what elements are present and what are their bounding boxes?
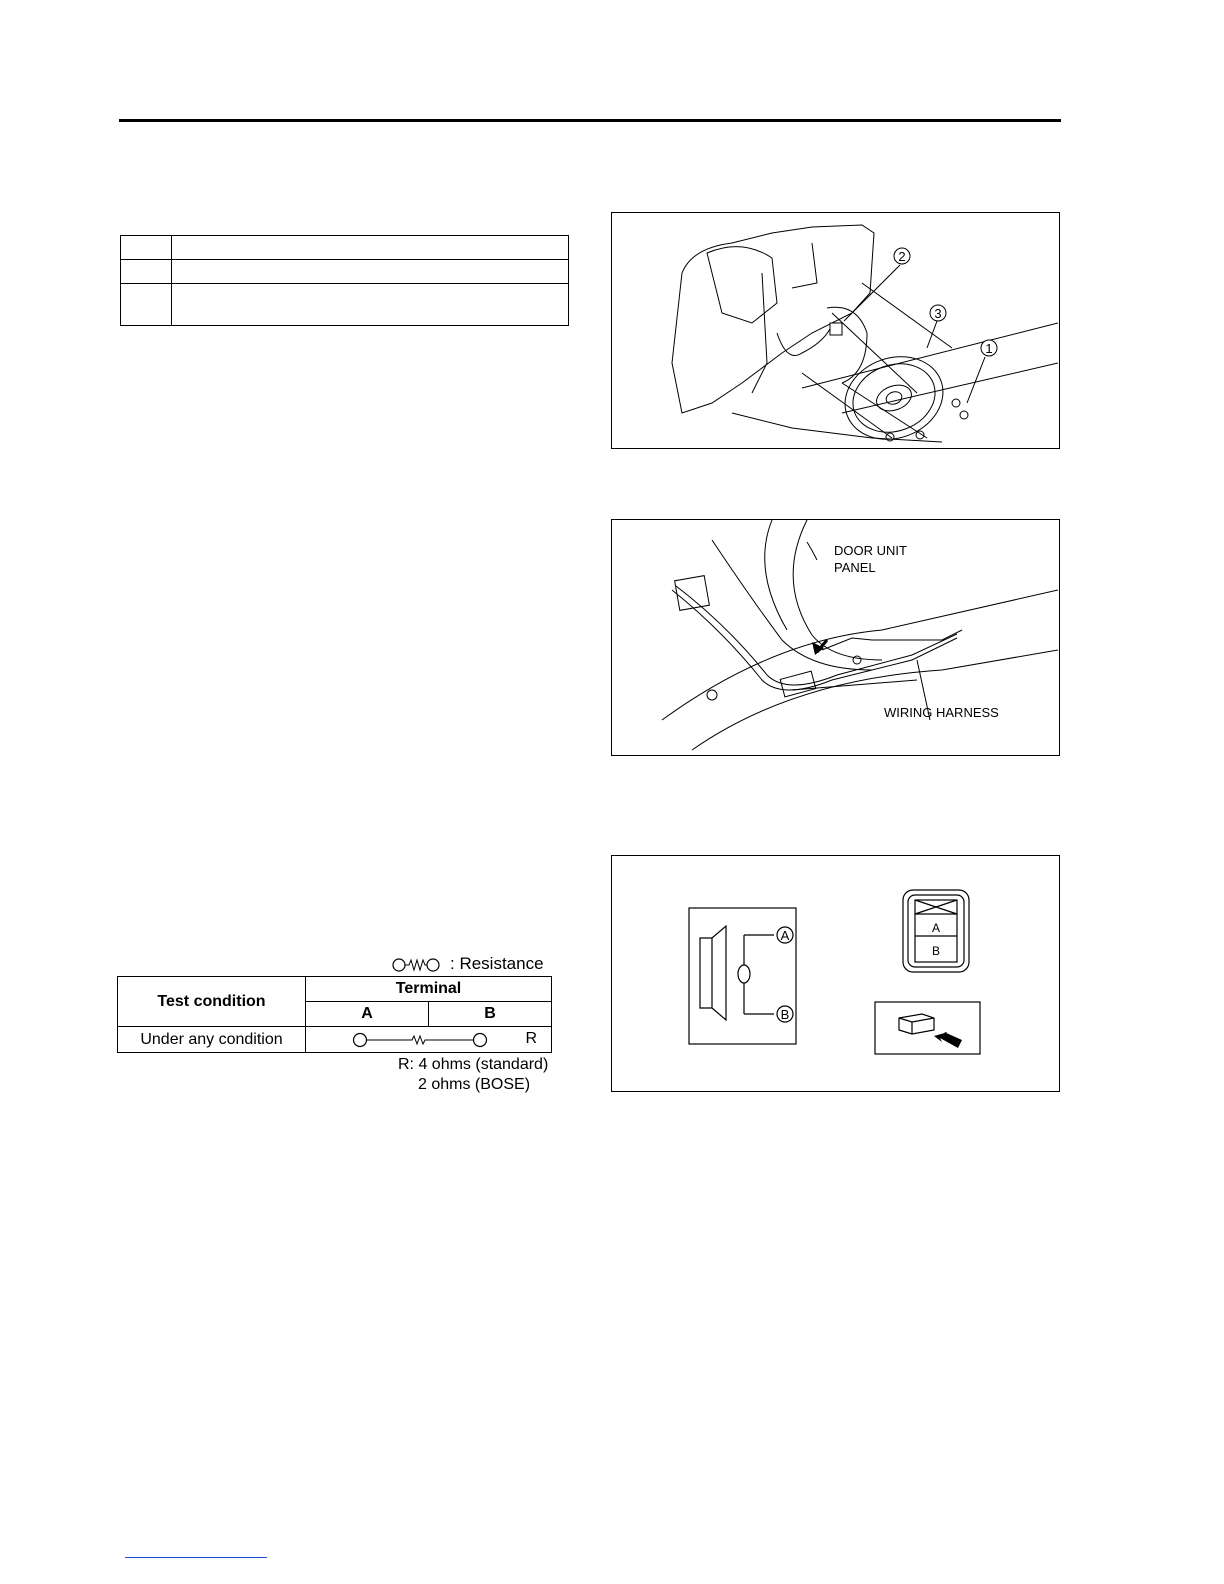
- part-number-cell: [121, 236, 172, 260]
- header-terminal-b: B: [429, 1002, 552, 1027]
- part-number-cell: [121, 260, 172, 284]
- part-name-cell: [172, 236, 569, 260]
- header-test-condition: Test condition: [118, 977, 306, 1027]
- header-rule: [119, 119, 1061, 122]
- schematic-terminal-b: B: [780, 1007, 790, 1022]
- speaker-terminal-figure: [611, 855, 1060, 1092]
- connector-terminal-b: B: [931, 944, 941, 958]
- wiring-harness-figure: [611, 519, 1060, 756]
- resistance-spec-table: [117, 976, 552, 1053]
- header-terminal-a: A: [306, 1002, 429, 1027]
- table-row: [118, 977, 552, 1002]
- resistor-symbol-icon: [390, 954, 450, 976]
- part-name-cell: [172, 284, 569, 326]
- table-row: [118, 1027, 552, 1053]
- table-row: [121, 260, 569, 284]
- part-name-cell: [172, 260, 569, 284]
- connector-terminal-a: A: [931, 921, 941, 935]
- schematic-terminal-a: A: [780, 928, 790, 943]
- wiring-harness-label: WIRING HARNESS: [884, 705, 999, 720]
- header-terminal: Terminal: [306, 977, 552, 1002]
- resistance-value-symbol: R: [525, 1030, 537, 1047]
- callout-2-label: 2: [898, 249, 906, 264]
- resistance-note-standard: R: 4 ohms (standard): [398, 1056, 549, 1073]
- measurement-cell: [306, 1027, 552, 1053]
- door-unit-label-line2: PANEL: [834, 560, 876, 575]
- speaker-removal-drawing: [612, 213, 1058, 447]
- resistance-legend: [390, 954, 552, 976]
- wiring-harness-drawing: [612, 520, 1058, 754]
- parts-table: [120, 235, 569, 326]
- speaker-terminal-drawing: [612, 856, 1058, 1090]
- footer-link-underline[interactable]: [125, 1557, 267, 1558]
- speaker-removal-figure: [611, 212, 1060, 449]
- callout-3-label: 3: [934, 306, 942, 321]
- callout-1-label: 1: [985, 341, 993, 356]
- table-row: [121, 236, 569, 260]
- table-row: [121, 284, 569, 326]
- resistance-measurement-icon: [352, 1029, 532, 1051]
- resistance-legend-text: : Resistance: [450, 954, 544, 973]
- arrow-icon: [934, 1032, 962, 1048]
- resistance-note-bose: 2 ohms (BOSE): [418, 1076, 531, 1093]
- part-number-cell: [121, 284, 172, 326]
- condition-cell: Under any condition: [118, 1027, 306, 1053]
- door-unit-label-line1: DOOR UNIT: [834, 543, 907, 558]
